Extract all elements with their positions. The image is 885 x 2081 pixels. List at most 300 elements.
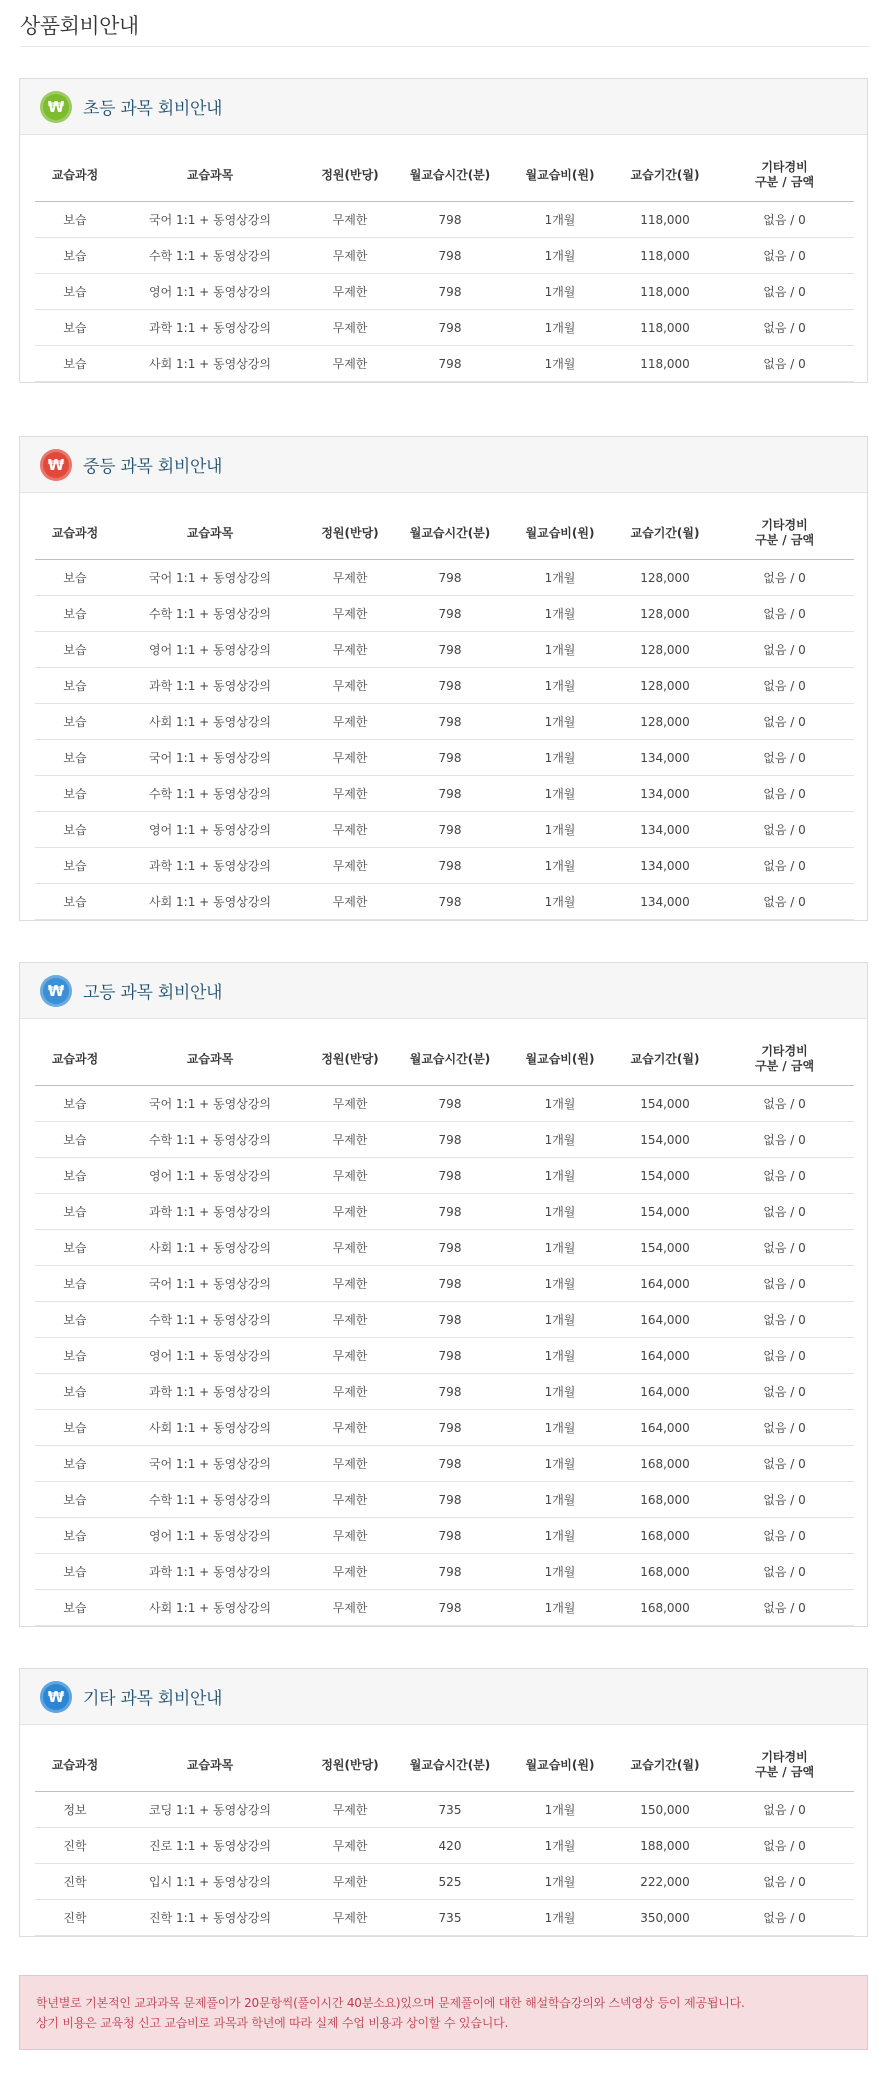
table-cell: 118,000 — [615, 310, 715, 346]
table-cell: 수학 1:1 + 동영상강의 — [115, 1122, 305, 1158]
table-cell: 1개월 — [505, 310, 615, 346]
table-header-row — [35, 1033, 854, 1086]
table-row — [35, 1446, 854, 1482]
table-cell: 무제한 — [305, 1590, 395, 1626]
table-cell: 없음 / 0 — [715, 848, 854, 884]
table-cell: 수학 1:1 + 동영상강의 — [115, 238, 305, 274]
table-cell: 무제한 — [305, 310, 395, 346]
table-cell: 164,000 — [615, 1410, 715, 1446]
section-title: 고등 과목 회비안내 — [83, 983, 223, 1003]
section-header — [20, 1669, 867, 1725]
table-row — [35, 1158, 854, 1194]
table-cell: 1개월 — [505, 1122, 615, 1158]
table-cell: 무제한 — [305, 1518, 395, 1554]
table-cell: 1개월 — [505, 1410, 615, 1446]
column-header: 교습기간(월) — [615, 149, 715, 202]
table-cell: 798 — [395, 1554, 505, 1590]
table-cell: 없음 / 0 — [715, 1086, 854, 1122]
table-cell: 128,000 — [615, 632, 715, 668]
table-row — [35, 632, 854, 668]
table-cell: 798 — [395, 632, 505, 668]
table-cell: 735 — [395, 1900, 505, 1936]
table-row — [35, 884, 854, 920]
column-header: 교습기간(월) — [615, 1033, 715, 1086]
table-cell: 보습 — [35, 1194, 115, 1230]
table-cell: 134,000 — [615, 848, 715, 884]
table-row — [35, 1122, 854, 1158]
table-row — [35, 1864, 854, 1900]
table-row — [35, 1828, 854, 1864]
table-cell: 과학 1:1 + 동영상강의 — [115, 668, 305, 704]
table-cell: 보습 — [35, 632, 115, 668]
table-cell: 무제한 — [305, 238, 395, 274]
table-cell: 무제한 — [305, 1338, 395, 1374]
table-cell: 1개월 — [505, 1482, 615, 1518]
table-cell: 정보 — [35, 1792, 115, 1828]
table-cell: 없음 / 0 — [715, 1230, 854, 1266]
table-cell: 무제한 — [305, 1482, 395, 1518]
table-cell: 134,000 — [615, 812, 715, 848]
table-cell: 1개월 — [505, 1900, 615, 1936]
table-cell: 무제한 — [305, 1792, 395, 1828]
table-cell: 154,000 — [615, 1230, 715, 1266]
table-cell: 1개월 — [505, 1086, 615, 1122]
notice-line-2: 상기 비용은 교육청 신고 교습비로 과목과 학년에 따라 실제 수업 비용과 상이할 수 있습니다. — [36, 2016, 509, 2030]
section-header — [20, 963, 867, 1019]
table-cell: 사회 1:1 + 동영상강의 — [115, 1590, 305, 1626]
table-cell: 무제한 — [305, 632, 395, 668]
table-cell: 118,000 — [615, 238, 715, 274]
table-cell: 진학 — [35, 1864, 115, 1900]
table-cell: 무제한 — [305, 668, 395, 704]
table-cell: 168,000 — [615, 1518, 715, 1554]
table-cell: 154,000 — [615, 1086, 715, 1122]
table-row — [35, 1086, 854, 1122]
table-cell: 134,000 — [615, 884, 715, 920]
table-cell: 무제한 — [305, 1158, 395, 1194]
column-header: 교습과목 — [115, 149, 305, 202]
table-cell: 무제한 — [305, 884, 395, 920]
table-row — [35, 1900, 854, 1936]
table-cell: 수학 1:1 + 동영상강의 — [115, 1302, 305, 1338]
table-cell: 1개월 — [505, 1518, 615, 1554]
table-cell: 1개월 — [505, 1194, 615, 1230]
table-cell: 없음 / 0 — [715, 1266, 854, 1302]
table-row — [35, 238, 854, 274]
section-title: 기타 과목 회비안내 — [83, 1689, 223, 1709]
table-cell: 사회 1:1 + 동영상강의 — [115, 1410, 305, 1446]
table-cell: 없음 / 0 — [715, 1338, 854, 1374]
table-cell: 164,000 — [615, 1266, 715, 1302]
table-cell: 무제한 — [305, 1302, 395, 1338]
table-cell: 1개월 — [505, 776, 615, 812]
table-cell: 118,000 — [615, 274, 715, 310]
table-cell: 798 — [395, 848, 505, 884]
section-header — [20, 437, 867, 493]
fee-table — [35, 1033, 854, 1626]
table-cell: 1개월 — [505, 202, 615, 238]
table-cell: 1개월 — [505, 346, 615, 382]
table-cell: 과학 1:1 + 동영상강의 — [115, 1554, 305, 1590]
table-row — [35, 776, 854, 812]
table-cell: 사회 1:1 + 동영상강의 — [115, 1230, 305, 1266]
table-cell: 보습 — [35, 310, 115, 346]
table-cell: 과학 1:1 + 동영상강의 — [115, 310, 305, 346]
table-cell: 798 — [395, 1374, 505, 1410]
column-header: 기타경비 구분 / 금액 — [715, 507, 854, 560]
table-cell: 사회 1:1 + 동영상강의 — [115, 704, 305, 740]
column-header: 교습과정 — [35, 149, 115, 202]
table-cell: 1개월 — [505, 668, 615, 704]
table-cell: 없음 / 0 — [715, 740, 854, 776]
table-cell: 보습 — [35, 346, 115, 382]
table-cell: 수학 1:1 + 동영상강의 — [115, 596, 305, 632]
table-row — [35, 812, 854, 848]
table-row — [35, 596, 854, 632]
table-cell: 154,000 — [615, 1122, 715, 1158]
table-row — [35, 1554, 854, 1590]
table-cell: 영어 1:1 + 동영상강의 — [115, 274, 305, 310]
table-cell: 1개월 — [505, 1158, 615, 1194]
section-title: 초등 과목 회비안내 — [83, 99, 223, 119]
table-cell: 1개월 — [505, 1230, 615, 1266]
table-cell: 없음 / 0 — [715, 1122, 854, 1158]
column-header: 월교습비(원) — [505, 1033, 615, 1086]
table-cell: 1개월 — [505, 1554, 615, 1590]
section-title: 중등 과목 회비안내 — [83, 457, 223, 477]
table-cell: 없음 / 0 — [715, 1302, 854, 1338]
table-cell: 없음 / 0 — [715, 274, 854, 310]
column-header: 월교습비(원) — [505, 149, 615, 202]
table-cell: 798 — [395, 884, 505, 920]
table-cell: 영어 1:1 + 동영상강의 — [115, 1518, 305, 1554]
table-cell: 진로 1:1 + 동영상강의 — [115, 1828, 305, 1864]
column-header: 월교습비(원) — [505, 1739, 615, 1792]
column-header: 월교습시간(분) — [395, 507, 505, 560]
table-cell: 없음 / 0 — [715, 1828, 854, 1864]
table-cell: 보습 — [35, 704, 115, 740]
table-cell: 없음 / 0 — [715, 776, 854, 812]
table-cell: 1개월 — [505, 1864, 615, 1900]
table-cell: 1개월 — [505, 1792, 615, 1828]
table-cell: 168,000 — [615, 1590, 715, 1626]
table-cell: 영어 1:1 + 동영상강의 — [115, 1338, 305, 1374]
table-cell: 350,000 — [615, 1900, 715, 1936]
table-cell: 보습 — [35, 740, 115, 776]
table-row — [35, 1302, 854, 1338]
table-cell: 128,000 — [615, 596, 715, 632]
table-cell: 없음 / 0 — [715, 310, 854, 346]
column-header: 월교습비(원) — [505, 507, 615, 560]
table-cell: 없음 / 0 — [715, 1864, 854, 1900]
column-header: 교습과목 — [115, 507, 305, 560]
table-cell: 무제한 — [305, 812, 395, 848]
table-cell: 국어 1:1 + 동영상강의 — [115, 1086, 305, 1122]
table-cell: 없음 / 0 — [715, 202, 854, 238]
table-cell: 798 — [395, 812, 505, 848]
table-cell: 798 — [395, 1482, 505, 1518]
table-cell: 154,000 — [615, 1158, 715, 1194]
table-cell: 798 — [395, 1086, 505, 1122]
column-header: 교습과목 — [115, 1033, 305, 1086]
table-cell: 798 — [395, 1194, 505, 1230]
table-cell: 798 — [395, 1122, 505, 1158]
fee-table — [35, 149, 854, 382]
table-cell: 보습 — [35, 1518, 115, 1554]
table-cell: 보습 — [35, 884, 115, 920]
table-cell: 보습 — [35, 1302, 115, 1338]
table-cell: 사회 1:1 + 동영상강의 — [115, 884, 305, 920]
table-cell: 134,000 — [615, 740, 715, 776]
table-row — [35, 346, 854, 382]
table-cell: 국어 1:1 + 동영상강의 — [115, 1266, 305, 1302]
table-cell: 1개월 — [505, 1302, 615, 1338]
notice-box — [19, 1975, 868, 2050]
fee-section-middle — [19, 436, 868, 921]
table-cell: 무제한 — [305, 1086, 395, 1122]
table-cell: 798 — [395, 668, 505, 704]
won-icon: ₩ — [40, 449, 72, 481]
notice-line-1: 학년별로 기본적인 교과과목 문제풀이가 20문항씩(풀이시간 40분소요)있으며 문제풀이에 대한 해설학습강의와 스넥영상 등이 제공됩니다. — [36, 1996, 745, 2010]
fee-section-high — [19, 962, 868, 1627]
table-cell: 무제한 — [305, 740, 395, 776]
table-cell: 없음 / 0 — [715, 1590, 854, 1626]
column-header: 기타경비 구분 / 금액 — [715, 1033, 854, 1086]
table-cell: 164,000 — [615, 1374, 715, 1410]
table-row — [35, 560, 854, 596]
table-cell: 보습 — [35, 1230, 115, 1266]
table-row — [35, 1194, 854, 1230]
table-cell: 없음 / 0 — [715, 632, 854, 668]
table-cell: 수학 1:1 + 동영상강의 — [115, 776, 305, 812]
table-cell: 168,000 — [615, 1554, 715, 1590]
table-cell: 무제한 — [305, 596, 395, 632]
table-cell: 798 — [395, 238, 505, 274]
table-cell: 보습 — [35, 274, 115, 310]
column-header: 기타경비 구분 / 금액 — [715, 1739, 854, 1792]
table-row — [35, 1374, 854, 1410]
column-header: 교습과정 — [35, 1739, 115, 1792]
won-icon: ₩ — [40, 1681, 72, 1713]
table-cell: 없음 / 0 — [715, 1554, 854, 1590]
table-cell: 222,000 — [615, 1864, 715, 1900]
column-header: 정원(반당) — [305, 507, 395, 560]
table-cell: 1개월 — [505, 704, 615, 740]
table-cell: 1개월 — [505, 848, 615, 884]
won-icon: ₩ — [40, 91, 72, 123]
table-header-row — [35, 1739, 854, 1792]
table-cell: 798 — [395, 202, 505, 238]
table-cell: 없음 / 0 — [715, 1518, 854, 1554]
table-cell: 188,000 — [615, 1828, 715, 1864]
table-cell: 798 — [395, 1590, 505, 1626]
column-header: 정원(반당) — [305, 149, 395, 202]
table-cell: 무제한 — [305, 1828, 395, 1864]
table-row — [35, 1482, 854, 1518]
table-row — [35, 704, 854, 740]
table-cell: 입시 1:1 + 동영상강의 — [115, 1864, 305, 1900]
table-cell: 영어 1:1 + 동영상강의 — [115, 632, 305, 668]
table-cell: 보습 — [35, 1122, 115, 1158]
table-cell: 118,000 — [615, 346, 715, 382]
table-cell: 798 — [395, 1266, 505, 1302]
table-cell: 무제한 — [305, 346, 395, 382]
table-cell: 보습 — [35, 596, 115, 632]
table-cell: 무제한 — [305, 1122, 395, 1158]
table-row — [35, 1230, 854, 1266]
table-cell: 420 — [395, 1828, 505, 1864]
table-cell: 없음 / 0 — [715, 1446, 854, 1482]
table-row — [35, 668, 854, 704]
table-cell: 무제한 — [305, 704, 395, 740]
table-cell: 보습 — [35, 1338, 115, 1374]
table-cell: 없음 / 0 — [715, 1410, 854, 1446]
table-cell: 보습 — [35, 1482, 115, 1518]
table-cell: 없음 / 0 — [715, 1792, 854, 1828]
table-cell: 무제한 — [305, 1374, 395, 1410]
table-cell: 1개월 — [505, 1266, 615, 1302]
fee-section-other — [19, 1668, 868, 1937]
table-cell: 798 — [395, 1302, 505, 1338]
table-cell: 525 — [395, 1864, 505, 1900]
table-cell: 168,000 — [615, 1446, 715, 1482]
table-cell: 진학 — [35, 1828, 115, 1864]
table-cell: 1개월 — [505, 1374, 615, 1410]
table-cell: 1개월 — [505, 1446, 615, 1482]
table-cell: 128,000 — [615, 668, 715, 704]
table-cell: 국어 1:1 + 동영상강의 — [115, 560, 305, 596]
column-header: 기타경비 구분 / 금액 — [715, 149, 854, 202]
table-cell: 무제한 — [305, 1230, 395, 1266]
table-cell: 없음 / 0 — [715, 668, 854, 704]
table-row — [35, 274, 854, 310]
column-header: 교습과정 — [35, 507, 115, 560]
column-header: 교습기간(월) — [615, 507, 715, 560]
table-cell: 150,000 — [615, 1792, 715, 1828]
table-row — [35, 1338, 854, 1374]
table-cell: 798 — [395, 1338, 505, 1374]
table-cell: 1개월 — [505, 274, 615, 310]
table-cell: 무제한 — [305, 202, 395, 238]
fee-table — [35, 507, 854, 920]
table-cell: 1개월 — [505, 1828, 615, 1864]
table-cell: 없음 / 0 — [715, 812, 854, 848]
table-cell: 국어 1:1 + 동영상강의 — [115, 1446, 305, 1482]
table-cell: 1개월 — [505, 884, 615, 920]
table-cell: 무제한 — [305, 560, 395, 596]
table-cell: 보습 — [35, 1086, 115, 1122]
table-cell: 134,000 — [615, 776, 715, 812]
table-cell: 보습 — [35, 812, 115, 848]
table-cell: 과학 1:1 + 동영상강의 — [115, 1194, 305, 1230]
table-cell: 무제한 — [305, 776, 395, 812]
table-cell: 보습 — [35, 848, 115, 884]
table-cell: 없음 / 0 — [715, 884, 854, 920]
column-header: 월교습시간(분) — [395, 1739, 505, 1792]
table-cell: 보습 — [35, 1446, 115, 1482]
table-cell: 진학 — [35, 1900, 115, 1936]
table-cell: 무제한 — [305, 1410, 395, 1446]
table-cell: 798 — [395, 274, 505, 310]
table-cell: 798 — [395, 704, 505, 740]
table-row — [35, 848, 854, 884]
table-header-row — [35, 149, 854, 202]
table-cell: 보습 — [35, 1554, 115, 1590]
table-cell: 798 — [395, 1410, 505, 1446]
table-cell: 코딩 1:1 + 동영상강의 — [115, 1792, 305, 1828]
page-title: 상품회비안내 — [20, 14, 139, 38]
table-cell: 보습 — [35, 560, 115, 596]
table-cell: 보습 — [35, 1590, 115, 1626]
table-row — [35, 1410, 854, 1446]
table-cell: 보습 — [35, 668, 115, 704]
table-cell: 128,000 — [615, 560, 715, 596]
table-cell: 798 — [395, 596, 505, 632]
table-cell: 없음 / 0 — [715, 1900, 854, 1936]
table-row — [35, 740, 854, 776]
fee-section-elementary — [19, 78, 868, 383]
table-cell: 1개월 — [505, 238, 615, 274]
table-cell: 1개월 — [505, 812, 615, 848]
fee-table — [35, 1739, 854, 1936]
table-cell: 사회 1:1 + 동영상강의 — [115, 346, 305, 382]
table-cell: 국어 1:1 + 동영상강의 — [115, 202, 305, 238]
table-cell: 1개월 — [505, 632, 615, 668]
table-cell: 수학 1:1 + 동영상강의 — [115, 1482, 305, 1518]
table-cell: 무제한 — [305, 848, 395, 884]
title-divider — [20, 46, 870, 47]
column-header: 월교습시간(분) — [395, 1033, 505, 1086]
table-cell: 무제한 — [305, 274, 395, 310]
table-cell: 무제한 — [305, 1864, 395, 1900]
table-cell: 없음 / 0 — [715, 1374, 854, 1410]
table-cell: 798 — [395, 1230, 505, 1266]
column-header: 교습기간(월) — [615, 1739, 715, 1792]
table-cell: 없음 / 0 — [715, 596, 854, 632]
table-cell: 보습 — [35, 202, 115, 238]
table-cell: 과학 1:1 + 동영상강의 — [115, 848, 305, 884]
table-cell: 798 — [395, 740, 505, 776]
column-header: 정원(반당) — [305, 1033, 395, 1086]
table-cell: 과학 1:1 + 동영상강의 — [115, 1374, 305, 1410]
column-header: 교습과정 — [35, 1033, 115, 1086]
table-row — [35, 1266, 854, 1302]
table-cell: 1개월 — [505, 596, 615, 632]
table-cell: 798 — [395, 776, 505, 812]
table-cell: 없음 / 0 — [715, 1482, 854, 1518]
table-cell: 154,000 — [615, 1194, 715, 1230]
won-icon: ₩ — [40, 975, 72, 1007]
table-cell: 없음 / 0 — [715, 1194, 854, 1230]
table-cell: 무제한 — [305, 1446, 395, 1482]
table-cell: 보습 — [35, 1410, 115, 1446]
column-header: 정원(반당) — [305, 1739, 395, 1792]
table-cell: 무제한 — [305, 1194, 395, 1230]
column-header: 월교습시간(분) — [395, 149, 505, 202]
table-cell: 없음 / 0 — [715, 560, 854, 596]
table-cell: 1개월 — [505, 1338, 615, 1374]
section-header — [20, 79, 867, 135]
table-cell: 영어 1:1 + 동영상강의 — [115, 1158, 305, 1194]
table-cell: 168,000 — [615, 1482, 715, 1518]
table-cell: 보습 — [35, 776, 115, 812]
table-cell: 798 — [395, 1446, 505, 1482]
table-cell: 798 — [395, 560, 505, 596]
table-cell: 798 — [395, 346, 505, 382]
table-cell: 보습 — [35, 1374, 115, 1410]
table-cell: 진학 1:1 + 동영상강의 — [115, 1900, 305, 1936]
table-row — [35, 1792, 854, 1828]
